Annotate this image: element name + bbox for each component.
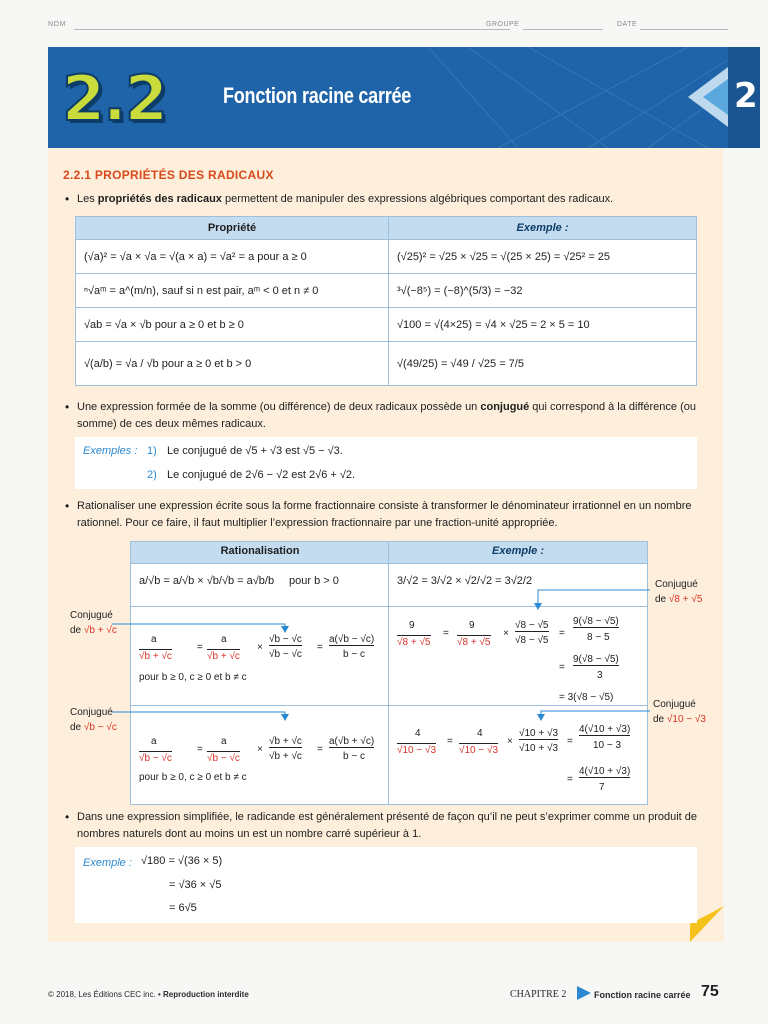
simplify-example-box [75, 847, 697, 923]
properties-table [75, 216, 697, 386]
conjugate-examples-box [75, 437, 697, 489]
property-cell: ⁿ√aᵐ = a^(m/n), sauf si n est pair, aᵐ < 0 et n ≠ 0 [76, 274, 389, 308]
row-divider [131, 606, 647, 607]
property-cell: (√a)² = √a × √a = √(a × a) = √a² = a pour a ≥ 0 [76, 240, 389, 274]
col-header-property: Propriété [76, 217, 389, 240]
table-row [76, 274, 697, 308]
note-conjugate-left-2: Conjugué de √b − √c [70, 707, 117, 733]
nom-line [74, 29, 510, 30]
col-header-rationalization: Rationalisation [220, 545, 300, 557]
table-row [76, 240, 697, 274]
groupe-label: GROUPE [486, 21, 520, 28]
bullet-dot: • [65, 810, 70, 824]
bullet-dot: • [65, 400, 70, 414]
example-cell: ³√(−8⁵) = (−8)^(5/3) = −32 [389, 274, 697, 308]
nom-label: NOM [48, 21, 66, 28]
example-text: Le conjugué de 2√6 − √2 est 2√6 + √2. [167, 469, 356, 481]
column-divider [388, 542, 389, 804]
property-cell: √(a/b) = √a / √b pour a ≥ 0 et b > 0 [76, 342, 389, 386]
rule-simple: a/√b = a/√b × √b/√b = a√b/b [139, 575, 275, 587]
bullet-dot: • [65, 499, 70, 513]
footer-chapter-title: Fonction racine carrée [594, 990, 691, 1000]
section-number: 2.2 [62, 62, 166, 135]
example-number: 2) [147, 469, 157, 481]
note-conjugate-right-2: Conjugué de √10 − √3 [653, 699, 706, 725]
rationalization-table: Rationalisation Exemple : a/√b = a/√b × √b/√b = a√b/b pour b > 0 3/√2 = 3/√2 × √2/√2 = 3√2/2 a √b + √c = a √b + √c × √b − √c √b − √c = a(√b − √c) b − c pour b ≥ 0, c ≥ 0 et b ≠ c 9 √8 + √5 = 9 √8 + √5 × √8 − √5 √8 − √5 = 9(√8 − √5) 8 − 5 = 9(√8 − √5) 3 = 3(√8 − √5) a √b − √c = a √b − √c × √b + √c √b + √c = a(√b + √c) b − c pour b ≥ 0, c ≥ 0 et b ≠ c 4 √10 − √3 = 4 √10 − √3 × √10 + √3 √10 + √3 = 4(√10 + √3) 10 − 3 = 4(√10 + √3) 7 [130, 541, 648, 805]
example-label: Exemple : [83, 857, 132, 869]
copyright: © 2018, Les Éditions CEC inc. • Reproduction interdite [48, 990, 249, 999]
example-simple: 3/√2 = 3/√2 × √2/√2 = 3√2/2 [397, 575, 533, 587]
col-header-example: Exemple : [492, 545, 544, 557]
chapter-arrow-icon [577, 986, 591, 1000]
simplify-line: = √36 × √5 [169, 879, 222, 891]
note-conjugate-left-1: Conjugué de √b + √c [70, 610, 117, 636]
page-number: 75 [701, 983, 719, 1000]
chapter-tab-number: 2 [734, 76, 758, 116]
example-cell: √(49/25) = √49 / √25 = 7/5 [389, 342, 697, 386]
groupe-line [523, 29, 603, 30]
bullet-properties: • Les propriétés des radicaux permettent de manipuler des expressions algébriques comportant des radicaux. [65, 192, 614, 206]
examples-label: Exemples : [83, 445, 138, 457]
bullet-dot: • [65, 192, 70, 206]
example-number: 1) [147, 445, 157, 457]
student-form-line [48, 14, 728, 34]
rule-condition: pour b ≥ 0, c ≥ 0 et b ≠ c [139, 672, 247, 683]
date-line [640, 29, 728, 30]
footer-chapter: CHAPITRE 2 [510, 989, 567, 1000]
date-label: DATE [617, 21, 638, 28]
rule-condition: pour b ≥ 0, c ≥ 0 et b ≠ c [139, 772, 247, 783]
simplify-line: = 6√5 [169, 902, 197, 914]
example-text: Le conjugué de √5 + √3 est √5 − √3. [167, 445, 343, 457]
row-divider [131, 705, 647, 706]
subsection-title: 2.2.1 PROPRIÉTÉS DES RADICAUX [63, 168, 274, 182]
bullet-simplified: • Dans une expression simplifiée, le radicande est généralement présenté de façon qu’il ne peut s’exprimer comme un produit de nombres naturels dont au moins un est un nombre carré supérieur à 1. [65, 810, 698, 840]
col-header-example: Exemple : [389, 217, 697, 240]
rule-simple-condition: pour b > 0 [289, 575, 339, 587]
example-cell: √100 = √(4×25) = √4 × √25 = 2 × 5 = 10 [389, 308, 697, 342]
table-row [76, 342, 697, 386]
bullet-rationalize: • Rationaliser une expression écrite sous la forme fractionnaire consiste à transformer le dénominateur irrationnel en un nombre rationnel. Pour ce faire, il faut multiplier l’expression fractionnaire par une fraction-unité appropriée. [65, 499, 692, 529]
section-banner [48, 47, 760, 148]
note-conjugate-right-1: Conjugué de √8 + √5 [655, 579, 703, 605]
section-title: Fonction racine carrée [223, 83, 412, 108]
property-cell: √ab = √a × √b pour a ≥ 0 et b ≥ 0 [76, 308, 389, 342]
simplify-line: √180 = √(36 × 5) [141, 855, 223, 867]
example-cell: (√25)² = √25 × √25 = √(25 × 25) = √25² = 25 [389, 240, 697, 274]
table-row [76, 308, 697, 342]
bullet-conjugate: • Une expression formée de la somme (ou différence) de deux radicaux possède un conjugué qui correspond à la différence (ou somme) de ces deux mêmes radicaux. [65, 400, 696, 430]
